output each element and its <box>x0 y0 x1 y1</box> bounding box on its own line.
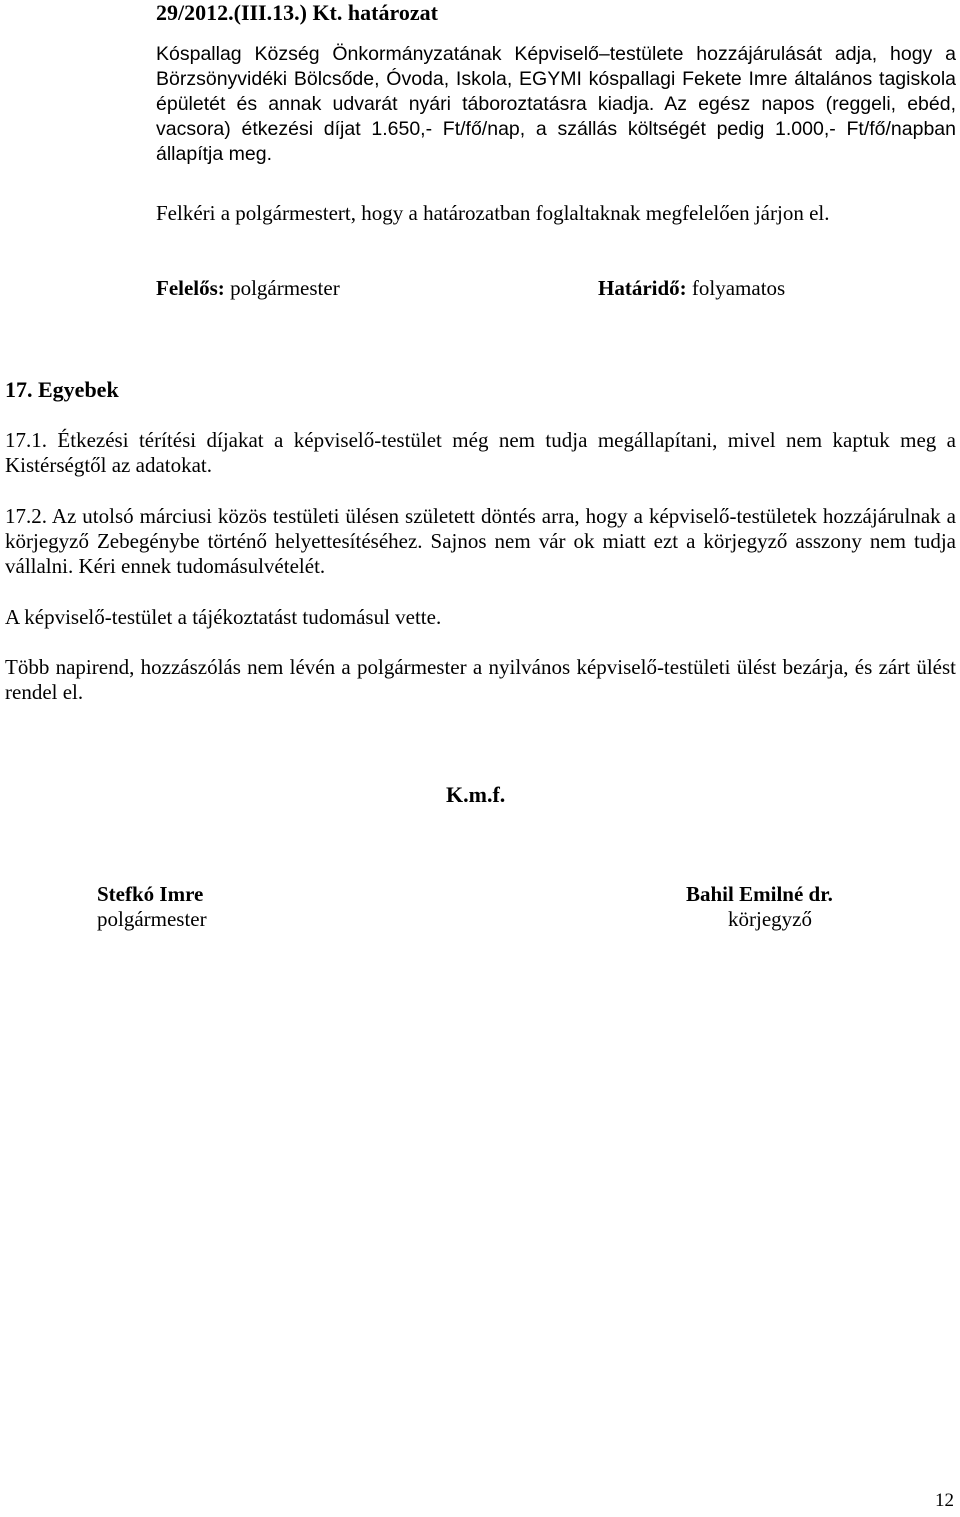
signature-left-title: polgármester <box>97 907 207 931</box>
signature-right-title: körjegyző <box>728 907 812 931</box>
noted-paragraph: A képviselő-testület a tájékoztatást tudomásul vette. <box>5 605 442 629</box>
responsible-line <box>156 276 340 301</box>
deadline-label: Határidő: <box>598 276 687 300</box>
resolution-paragraph: Kóspallag Község Önkormányzatának Képviselő–testülete hozzájárulását adja, hogy a Börzsönyvidéki Bölcsőde, Óvoda, Iskola, EGYMI kóspallagi Fekete Imre általános tagiskola épületét és annak udvarát nyári táboroztatásra kiadja. Az egész napos (reggeli, ebéd, vacsora) étkezési díjat 1.650,- Ft/fő/nap, a szállás költségét pedig 1.000,- Ft/fő/napban állapítja meg. <box>156 43 956 165</box>
signature-right <box>686 882 833 932</box>
page-number: 12 <box>935 1490 954 1511</box>
signature-right-name: Bahil Emilné dr. <box>686 882 833 906</box>
section-heading: 17. Egyebek <box>5 377 119 402</box>
item-17-1: 17.1. Étkezési térítési díjakat a képviselő-testület még nem tudja megállapítani, mivel nem kaptuk meg a Kistérségtől az adatokat. <box>5 428 956 477</box>
closing-paragraph: Több napirend, hozzászólás nem lévén a polgármester a nyilvános képviselő-testületi ülést bezárja, és zárt ülést rendel el. <box>5 655 956 704</box>
signature-left-name: Stefkó Imre <box>97 882 204 906</box>
deadline-value: folyamatos <box>691 276 786 300</box>
item-17-2: 17.2. Az utolsó márciusi közös testületi ülésen született döntés arra, hogy a képviselő-testületek hozzájárulnak a körjegyző Zebegénybe történő helyettesítéséhez. Sajnos nem vár ok miatt ezt a körjegyző asszony nem tudja vállalni. Kéri ennek tudomásulvételét. <box>5 504 956 578</box>
resolution-title: 29/2012.(III.13.) Kt. határozat <box>156 0 438 25</box>
responsible-label: Felelős: <box>156 276 225 300</box>
signature-left <box>97 882 207 932</box>
kmf-label: K.m.f. <box>446 782 506 807</box>
responsible-value: polgármester <box>230 276 340 300</box>
deadline-line <box>598 276 785 301</box>
request-paragraph: Felkéri a polgármestert, hogy a határozatban foglaltaknak megfelelően járjon el. <box>156 201 830 225</box>
